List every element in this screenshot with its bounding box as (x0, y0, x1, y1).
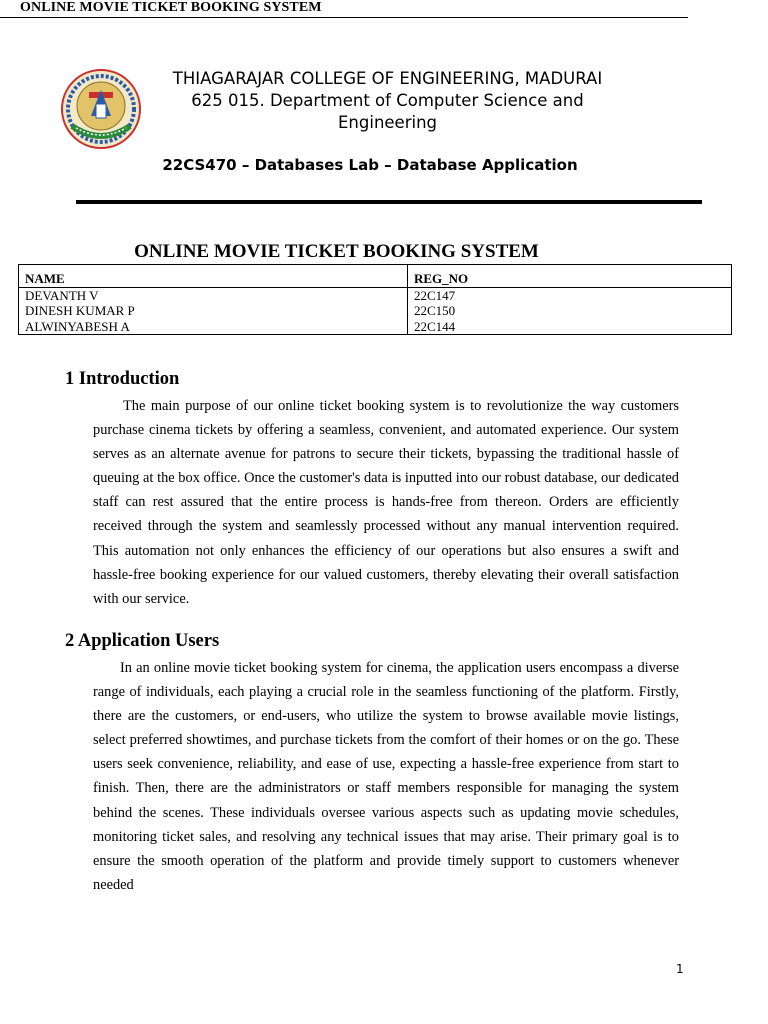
member-reg-no: 22C144 (408, 319, 732, 335)
column-header-name: NAME (19, 265, 408, 288)
college-line-3: Engineering (338, 113, 437, 132)
table-row (19, 287, 732, 303)
column-header-reg-no: REG_NO (408, 265, 732, 288)
application-users-paragraph: In an online movie ticket booking system for cinema, the application users encompass a diverse range of individuals, each playing a crucial role in the seamless functioning of the platform. Firstly, there are the customers, or end-users, who utilize the system to browse available movie listings, select preferred showtimes, and purchase tickets from the comfort of their homes or on the go. These users seek convenience, reliability, and ease of use, expecting a hassle-free experience from start to finish. Then, there are the administrators or staff members responsible for managing the system behind the scenes. These individuals oversee various aspects such as updating movie schedules, monitoring ticket sales, and resolving any technical issues that may arise. Their primary goal is to ensure the smooth operation of the platform and provide timely support to customers whenever needed (93, 660, 679, 893)
member-reg-no: 22C150 (408, 303, 732, 319)
running-header: ONLINE MOVIE TICKET BOOKING SYSTEM (20, 0, 322, 15)
table-header-row (19, 265, 732, 288)
table-row (19, 319, 732, 335)
member-name: ALWINYABESH A (19, 319, 408, 335)
members-table (18, 264, 732, 335)
college-line-1: THIAGARAJAR COLLEGE OF ENGINEERING, MADURAI (172, 69, 603, 88)
member-name: DINESH KUMAR P (19, 303, 408, 319)
college-emblem-icon (60, 68, 142, 150)
course-title: 22CS470 – Databases Lab – Database Application (162, 156, 578, 174)
section-divider (76, 200, 702, 204)
section-heading-application-users: 2 Application Users (65, 631, 220, 651)
member-reg-no: 22C147 (408, 287, 732, 303)
college-line-2: 625 015. Department of Computer Science and (191, 91, 584, 110)
header-rule (0, 17, 688, 18)
table-row (19, 303, 732, 319)
section-heading-introduction: 1 Introduction (65, 369, 180, 389)
college-heading (160, 68, 615, 134)
introduction-paragraph: The main purpose of our online ticket booking system is to revolutionize the way customers purchase cinema tickets by offering a seamless, convenient, and automated experience. Our system serves as an alternate avenue for patrons to secure their tickets, bypassing the traditional hassle of queuing at the box office. Once the customer's data is inputted into our robust database, our dedicated staff can rest assured that the entire process is hands-free from thereon. Orders are efficiently received through the system and seamlessly processed without any manual intervention required. This automation not only enhances the efficiency of our operations but also ensures a swift and hassle-free booking experience for our valued customers, thereby elevating their overall satisfaction with our service. (93, 398, 679, 607)
page-number: 1 (676, 962, 684, 976)
member-name: DEVANTH V (19, 287, 408, 303)
document-title: ONLINE MOVIE TICKET BOOKING SYSTEM (134, 241, 539, 262)
